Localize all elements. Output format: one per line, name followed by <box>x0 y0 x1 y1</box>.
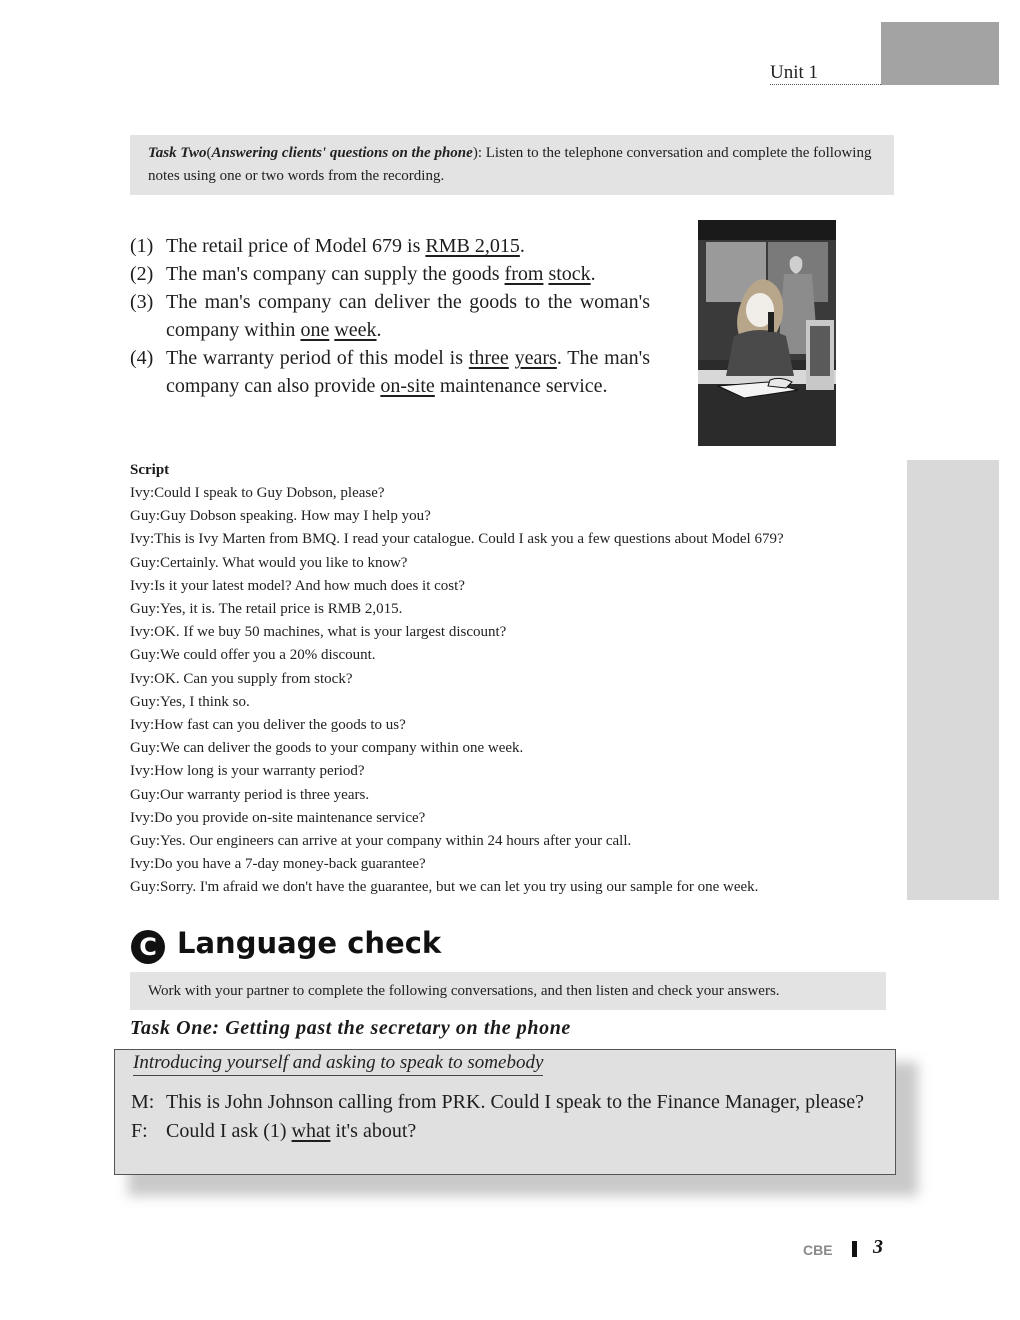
answer-text-part: The man's company can supply the goods <box>166 263 505 285</box>
script-speaker: Ivy: <box>130 624 155 641</box>
answer-text <box>166 344 650 400</box>
footer-brand: CBE <box>803 1242 833 1258</box>
script-speaker: Guy: <box>130 601 160 618</box>
script-line <box>130 737 890 760</box>
script-line <box>130 760 890 783</box>
answer-fill: RMB 2,015 <box>425 235 520 257</box>
answer-number: (4) <box>130 347 154 369</box>
script-text: How long is your warranty period? <box>154 763 365 780</box>
script-text: Could I speak to Guy Dobson, please? <box>154 485 385 501</box>
script-speaker: Guy: <box>130 508 160 525</box>
script-text: Yes. Our engineers can arrive at your company within 24 hours after your call. <box>160 833 632 850</box>
script-speaker: Ivy: <box>130 763 155 780</box>
dialogue-speaker: F: <box>131 1119 148 1142</box>
dialogue-text: This is John Johnson calling from PRK. Could I speak to the Finance Manager, please? <box>166 1091 864 1113</box>
corner-decoration-block <box>881 22 999 85</box>
script-text: Sorry. I'm afraid we don't have the guarantee, but we can let you try using our sample for one week. <box>160 879 759 896</box>
script-line <box>130 575 890 598</box>
script-speaker: Guy: <box>130 693 160 710</box>
script-text: This is Ivy Marten from BMQ. I read your catalogue. Could I ask you a few questions about Model 679? <box>154 531 784 548</box>
answer-item <box>130 288 650 344</box>
script-speaker: Guy: <box>130 740 160 757</box>
answer-fill: three <box>468 347 509 369</box>
dialogue-body <box>131 1088 886 1145</box>
dialogue-text-part: it's about? <box>330 1119 417 1142</box>
script-line <box>130 668 890 691</box>
script-text: Guy Dobson speaking. How may I help you? <box>160 508 431 525</box>
script-text: Is it your latest model? And how much does it cost? <box>154 577 465 594</box>
answer-text-part: maintenance service. <box>434 375 608 397</box>
answer-fill: week <box>334 319 377 341</box>
task-two-instruction: : Listen to the telephone conversation and complete the following notes using one or two words from the recording. <box>148 145 872 184</box>
script-line <box>130 552 890 575</box>
task-two-paragraph <box>148 142 884 188</box>
page-number: 3 <box>873 1236 883 1258</box>
answer-fill: years <box>514 347 557 369</box>
language-check-instruction: Work with your partner to complete the following conversations, and then listen and check your answers. <box>130 972 886 1010</box>
script-speaker: Guy: <box>130 786 160 803</box>
script-line <box>130 853 890 876</box>
dialogue-text <box>166 1117 886 1146</box>
script-line <box>130 505 890 528</box>
script-text: We could offer you a 20% discount. <box>160 647 376 664</box>
script-speaker: Ivy: <box>130 485 155 501</box>
dialogue-line <box>131 1088 886 1117</box>
answer-fill: from <box>504 263 544 285</box>
script-line <box>130 598 890 621</box>
script-text: How fast can you deliver the goods to us? <box>154 717 406 734</box>
answer-number: (2) <box>130 263 154 285</box>
answer-fill: stock <box>548 263 591 285</box>
answer-text-part: . <box>590 263 596 285</box>
script-line <box>130 621 890 644</box>
task-one-title: Task One: Getting past the secretary on the phone <box>130 1017 571 1039</box>
script-text: OK. If we buy 50 machines, what is your largest discount? <box>154 624 507 641</box>
script-line <box>130 528 890 551</box>
script-speaker: Guy: <box>130 879 160 896</box>
task-two-box <box>130 135 894 195</box>
answer-text <box>166 260 650 288</box>
answer-fill: on-site <box>380 375 435 397</box>
script-speaker: Ivy: <box>130 577 155 594</box>
script-line <box>130 644 890 667</box>
answer-text-part: . <box>376 319 382 341</box>
dialogue-box-heading: Introducing yourself and asking to speak to somebody <box>133 1052 543 1076</box>
script-text: We can deliver the goods to your company within one week. <box>160 740 524 757</box>
answer-text <box>166 232 650 260</box>
script-speaker: Ivy: <box>130 717 155 734</box>
answer-text-part: The man's company can deliver the goods to the woman's company within <box>166 291 650 341</box>
script-line <box>130 691 890 714</box>
task-two-paren-close: ) <box>472 145 478 161</box>
script-line <box>130 714 890 737</box>
unit-dotted-rule <box>770 84 881 85</box>
language-check-title: Language check <box>177 926 442 960</box>
script-title: Script <box>130 462 170 478</box>
script-text: Certainly. What would you like to know? <box>160 554 408 571</box>
script-text: Do you provide on-site maintenance service? <box>154 809 426 826</box>
section-c-icon: C <box>131 930 165 964</box>
script-speaker: Guy: <box>130 647 160 664</box>
script-text: Yes, it is. The retail price is RMB 2,015. <box>160 601 403 618</box>
script-text: Yes, I think so. <box>160 693 250 710</box>
dialogue-line <box>131 1117 886 1146</box>
script-speaker: Guy: <box>130 554 160 571</box>
task-two-title: Task Two <box>148 145 207 161</box>
dialogue-speaker: M: <box>131 1091 155 1113</box>
phone-call-illustration <box>698 220 836 446</box>
answer-item <box>130 260 650 288</box>
task-two-paren-open: ( <box>206 145 212 161</box>
script-speaker: Ivy: <box>130 809 155 826</box>
script-speaker: Guy: <box>130 833 160 850</box>
script-text: OK. Can you supply from stock? <box>154 670 353 687</box>
script-line <box>130 807 890 830</box>
script-speaker: Ivy: <box>130 856 155 873</box>
side-tab-decoration <box>907 460 999 900</box>
answer-item <box>130 232 650 260</box>
answer-text-part: . <box>519 235 525 257</box>
footer-divider-bar <box>852 1241 857 1257</box>
answer-text-part: The warranty period of this model is <box>166 347 469 369</box>
dialogue-answer-fill: what <box>291 1119 331 1142</box>
script-text: Our warranty period is three years. <box>160 786 370 803</box>
script-speaker: Ivy: <box>130 670 155 687</box>
answer-text <box>166 288 650 344</box>
script-line <box>130 830 890 853</box>
dialogue-text-part: Could I ask (1) <box>166 1119 292 1142</box>
task-two-subtitle: Answering clients' questions on the phone <box>211 145 473 161</box>
script-text: Do you have a 7-day money-back guarantee? <box>154 856 426 873</box>
script-transcript <box>130 482 890 900</box>
answer-item <box>130 344 650 400</box>
script-speaker: Ivy: <box>130 531 155 548</box>
answer-fill: one <box>300 319 330 341</box>
unit-label: Unit 1 <box>770 62 819 83</box>
answer-text-part: The retail price of Model 679 is <box>166 235 426 257</box>
answer-number: (1) <box>130 235 154 257</box>
answer-number: (3) <box>130 291 154 313</box>
script-line <box>130 784 890 807</box>
script-line <box>130 482 890 505</box>
answer-notes <box>130 232 650 400</box>
script-line <box>130 876 890 899</box>
answer-text-part: . The man's company can also provide <box>166 347 650 397</box>
